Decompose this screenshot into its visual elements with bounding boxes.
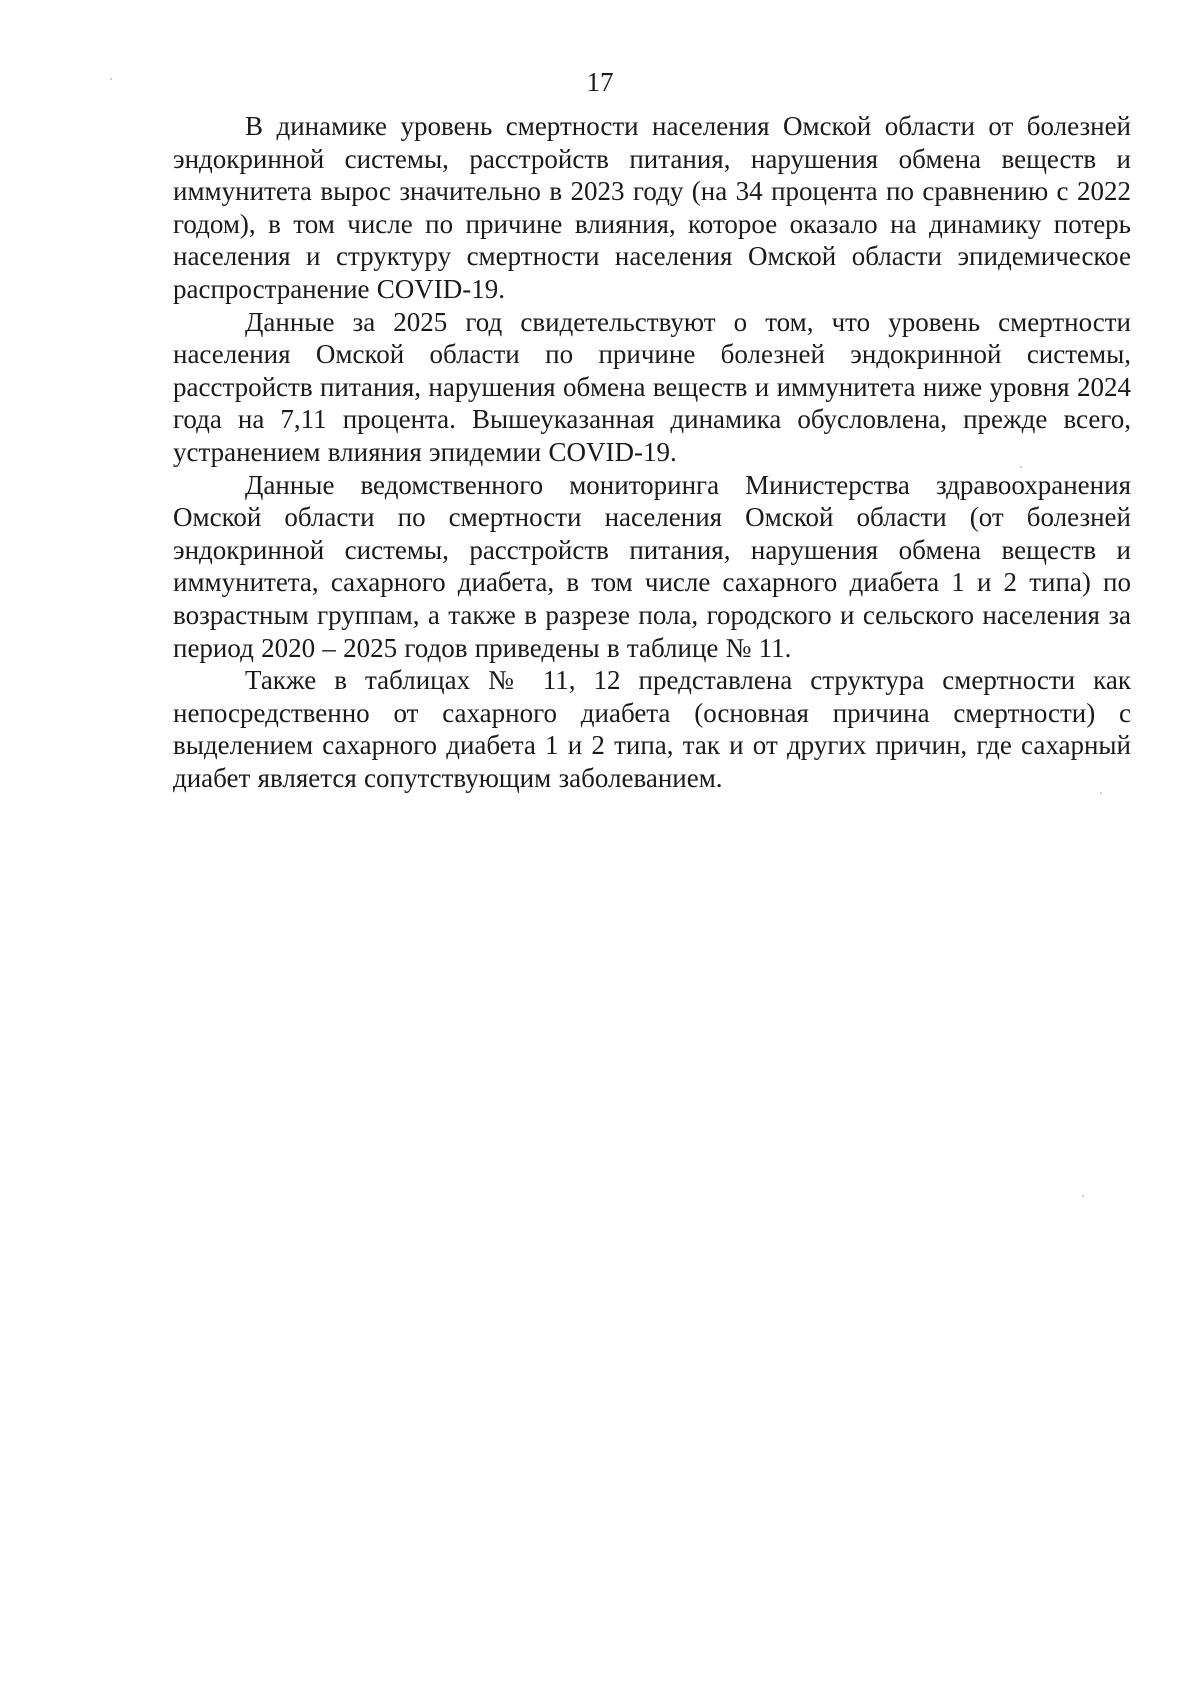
paragraph-departmental-monitoring: Данные ведомственного мониторинга Министерства здравоохранения Омской области по смертности населения Омской области (от болезней эндокринной системы, расстройств питания, нарушения обмена веществ и иммунитета, сахарного диабета, в том числе сахарного диабета 1 и 2 типа) по возрастным группам, а также в разрезе пола, городского и сельского населения за период 2020 – 2025 годов приведены в таблице № 11. [173, 469, 1131, 663]
page-number: 17 [586, 67, 614, 97]
scan-speck [1082, 1195, 1084, 1197]
scan-speck [1020, 466, 1022, 468]
paragraph-tables-structure: Также в таблицах № 11, 12 представлена структура смертности как непосредственно от сахарного диабета (основная причина смертности) с выделением сахарного диабета 1 и 2 типа, так и от других причин, где сахарный диабет является сопутствующим заболеванием. [173, 665, 1131, 793]
document-body [173, 110, 1131, 794]
paragraph-mortality-dynamics: В динамике уровень смертности населения Омской области от болезней эндокринной системы, расстройств питания, нарушения обмена веществ и иммунитета вырос значительно в 2023 году (на 34 процента по сравнению с 2022 годом), в том числе по причине влияния, которое оказало на динамику потерь населения и структуру смертности населения Омской области эпидемическое распространение COVID-19. [173, 111, 1131, 304]
scan-speck [1100, 792, 1102, 794]
paragraph-2025-data: Данные за 2025 год свидетельствуют о том, что уровень смертности населения Омской области по причине болезней эндокринной системы, расстройств питания, нарушения обмена веществ и иммунитета ниже уровня 2024 года на 7,11 процента. Вышеуказанная динамика обусловлена, прежде всего, устранением влияния эпидемии COVID-19. [173, 306, 1131, 467]
scan-speck [110, 78, 112, 80]
